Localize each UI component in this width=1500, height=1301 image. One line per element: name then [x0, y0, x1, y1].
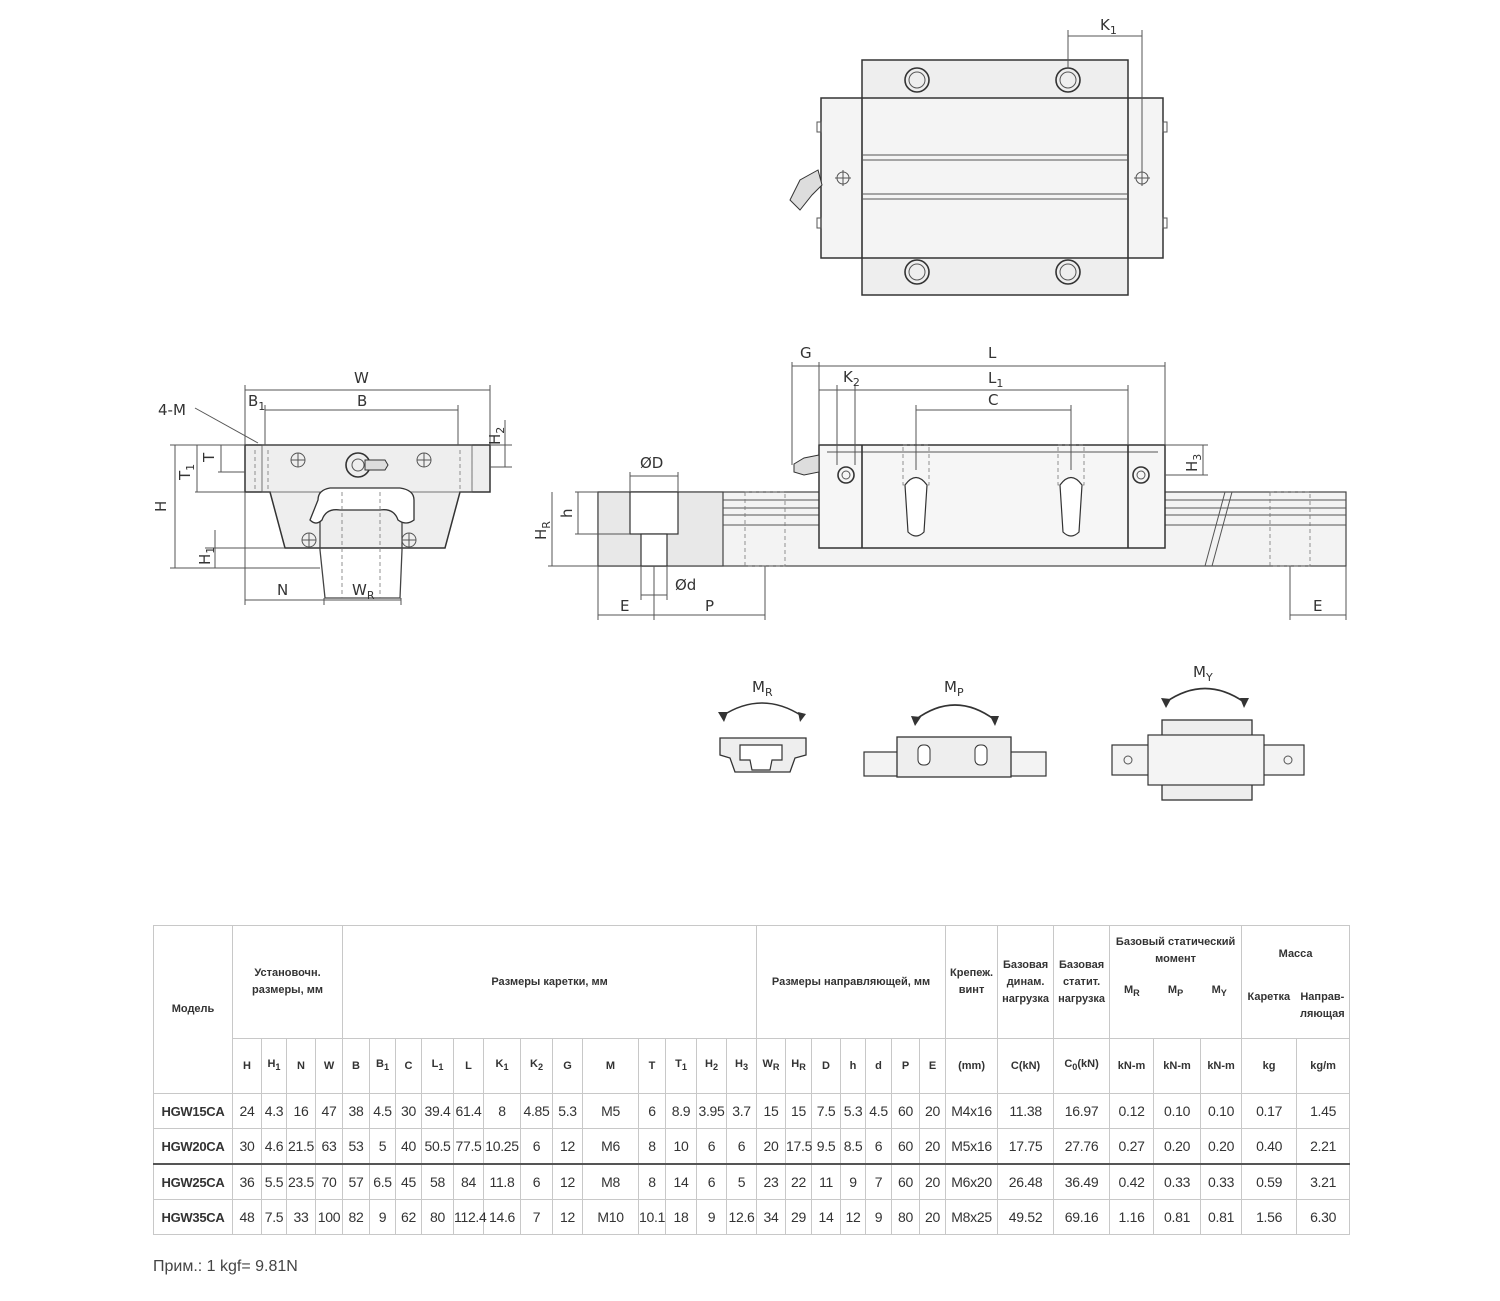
value-cell: 7 — [521, 1200, 553, 1235]
table-row — [154, 1164, 1350, 1200]
header-symbol: B — [343, 1039, 370, 1094]
model-cell: HGW25CA — [154, 1164, 233, 1200]
header-symbol: $H_2$ — [697, 1039, 727, 1094]
value-cell: 8 — [639, 1129, 666, 1165]
value-cell: 60 — [892, 1164, 920, 1200]
value-cell: 0.12 — [1110, 1094, 1154, 1129]
table-row — [154, 1094, 1350, 1129]
unit-note: Прим.: 1 kgf= 9.81N — [153, 1258, 298, 1275]
value-cell: 0.81 — [1154, 1200, 1201, 1235]
value-cell: 39.4 — [422, 1094, 454, 1129]
dim-t1-label: $T_1$ — [176, 463, 197, 480]
value-cell: 16.97 — [1054, 1094, 1110, 1129]
value-cell: 10 — [666, 1129, 697, 1165]
header-symbol: E — [920, 1039, 946, 1094]
header-symbol: $C_0(kN)$ — [1054, 1039, 1110, 1094]
value-cell: 5 — [370, 1129, 396, 1165]
value-cell: 63 — [316, 1129, 343, 1165]
value-cell: 38 — [343, 1094, 370, 1129]
value-cell: 0.17 — [1242, 1094, 1297, 1129]
value-cell: M4x16 — [946, 1094, 998, 1129]
value-cell: 33 — [287, 1200, 316, 1235]
header-mass-block: Каретка — [1247, 991, 1291, 1003]
value-cell: 16 — [287, 1094, 316, 1129]
value-cell: 20 — [920, 1164, 946, 1200]
value-cell: M10 — [583, 1200, 639, 1235]
dim-g-label: G — [800, 344, 812, 362]
header-moment-mr: $M_R$ — [1124, 984, 1140, 999]
value-cell: 30 — [396, 1094, 422, 1129]
header-symbol: W — [316, 1039, 343, 1094]
value-cell: M5 — [583, 1094, 639, 1129]
value-cell: 62 — [396, 1200, 422, 1235]
value-cell: 70 — [316, 1164, 343, 1200]
value-cell: 6 — [639, 1094, 666, 1129]
value-cell: 0.27 — [1110, 1129, 1154, 1165]
dim-wr-label: $W_R$ — [352, 581, 375, 602]
header-symbol: d — [866, 1039, 892, 1094]
value-cell: 40 — [396, 1129, 422, 1165]
value-cell: 0.33 — [1154, 1164, 1201, 1200]
value-cell: 0.20 — [1154, 1129, 1201, 1165]
value-cell: 14.6 — [484, 1200, 521, 1235]
value-cell: 6.30 — [1297, 1200, 1350, 1235]
header-symbol: T — [639, 1039, 666, 1094]
value-cell: 12 — [553, 1164, 583, 1200]
header-symbol: $T_1$ — [666, 1039, 697, 1094]
header-group-mount: Установочн. размеры, мм — [233, 926, 343, 1039]
dim-c-label: C — [988, 391, 999, 409]
value-cell: 27.76 — [1054, 1129, 1110, 1165]
value-cell: M8 — [583, 1164, 639, 1200]
value-cell: M6x20 — [946, 1164, 998, 1200]
value-cell: 2.21 — [1297, 1129, 1350, 1165]
value-cell: 10.25 — [484, 1129, 521, 1165]
header-symbol: $L_1$ — [422, 1039, 454, 1094]
value-cell: 18 — [666, 1200, 697, 1235]
header-symbol: C — [396, 1039, 422, 1094]
value-cell: 5.5 — [262, 1164, 287, 1200]
side-view-drawing — [532, 344, 1346, 620]
specification-table — [153, 925, 1350, 1235]
model-cell: HGW15CA — [154, 1094, 233, 1129]
header-group-mass — [1242, 926, 1350, 1039]
dim-4m-label: 4-M — [158, 401, 186, 419]
header-group-stat: Базовая статит. нагрузка — [1054, 926, 1110, 1039]
header-mass-title: Масса — [1278, 948, 1313, 960]
value-cell: 1.16 — [1110, 1200, 1154, 1235]
header-symbol: D — [812, 1039, 841, 1094]
value-cell: 36.49 — [1054, 1164, 1110, 1200]
value-cell: 23 — [757, 1164, 786, 1200]
header-symbol: kg — [1242, 1039, 1297, 1094]
value-cell: 53 — [343, 1129, 370, 1165]
value-cell: 50.5 — [422, 1129, 454, 1165]
dim-b-label: B — [357, 392, 368, 410]
value-cell: 20 — [920, 1129, 946, 1165]
dim-d-small-label: Ød — [675, 576, 697, 594]
value-cell: 0.33 — [1201, 1164, 1242, 1200]
value-cell: 8.9 — [666, 1094, 697, 1129]
value-cell: 58 — [422, 1164, 454, 1200]
value-cell: 8 — [639, 1164, 666, 1200]
moment-my-drawing — [1112, 663, 1304, 800]
value-cell: 69.16 — [1054, 1200, 1110, 1235]
value-cell: 80 — [892, 1200, 920, 1235]
value-cell: 30 — [233, 1129, 262, 1165]
header-symbol: h — [841, 1039, 866, 1094]
top-view-drawing — [790, 16, 1167, 295]
dim-hr-label: $H_R$ — [532, 521, 553, 540]
model-cell: HGW20CA — [154, 1129, 233, 1165]
value-cell: 61.4 — [454, 1094, 484, 1129]
value-cell: 0.40 — [1242, 1129, 1297, 1165]
value-cell: 11 — [812, 1164, 841, 1200]
header-mass-rail: Направ-ляющая — [1299, 991, 1345, 1020]
dim-h2-label: $H_2$ — [486, 426, 507, 445]
value-cell: 4.5 — [866, 1094, 892, 1129]
value-cell: 6 — [521, 1129, 553, 1165]
value-cell: 8.5 — [841, 1129, 866, 1165]
value-cell: 4.5 — [370, 1094, 396, 1129]
header-moment-mp: $M_P$ — [1167, 984, 1184, 999]
table-row — [154, 1129, 1350, 1165]
value-cell: 9 — [697, 1200, 727, 1235]
value-cell: 7 — [866, 1164, 892, 1200]
header-symbol: C(kN) — [998, 1039, 1054, 1094]
value-cell: 49.52 — [998, 1200, 1054, 1235]
header-symbol: kN-m — [1201, 1039, 1242, 1094]
moment-mp-label: $M_P$ — [944, 678, 964, 699]
value-cell: 29 — [786, 1200, 812, 1235]
dim-l1-label: $L_1$ — [988, 369, 1004, 390]
value-cell: 24 — [233, 1094, 262, 1129]
header-model: Модель — [154, 926, 233, 1094]
value-cell: 7.5 — [812, 1094, 841, 1129]
dim-h-label: H — [152, 500, 170, 512]
value-cell: 14 — [666, 1164, 697, 1200]
value-cell: 0.59 — [1242, 1164, 1297, 1200]
value-cell: 3.21 — [1297, 1164, 1350, 1200]
value-cell: 45 — [396, 1164, 422, 1200]
value-cell: 6.5 — [370, 1164, 396, 1200]
value-cell: 0.42 — [1110, 1164, 1154, 1200]
moment-my-label: $M_Y$ — [1193, 663, 1213, 684]
moment-mr-label: $M_R$ — [752, 678, 773, 699]
header-moment-my: $M_Y$ — [1211, 984, 1227, 999]
header-group-block: Размеры каретки, мм — [343, 926, 757, 1039]
value-cell: 15 — [786, 1094, 812, 1129]
value-cell: 3.95 — [697, 1094, 727, 1129]
dim-t-label: T — [200, 452, 218, 462]
header-symbol: $K_1$ — [484, 1039, 521, 1094]
value-cell: 20 — [920, 1200, 946, 1235]
value-cell: 8 — [484, 1094, 521, 1129]
header-group-dyn: Базовая динам. нагрузка — [998, 926, 1054, 1039]
dim-h1-label: $H_1$ — [196, 546, 217, 565]
value-cell: 14 — [812, 1200, 841, 1235]
value-cell: 4.85 — [521, 1094, 553, 1129]
header-symbol: kg/m — [1297, 1039, 1350, 1094]
header-moment-title: Базовый статический момент — [1115, 936, 1236, 965]
header-symbol: $H_3$ — [727, 1039, 757, 1094]
header-symbol: G — [553, 1039, 583, 1094]
dim-l-label: L — [988, 344, 997, 362]
value-cell: 84 — [454, 1164, 484, 1200]
value-cell: 9 — [370, 1200, 396, 1235]
value-cell: 1.56 — [1242, 1200, 1297, 1235]
value-cell: 4.6 — [262, 1129, 287, 1165]
value-cell: 3.7 — [727, 1094, 757, 1129]
value-cell: 0.81 — [1201, 1200, 1242, 1235]
value-cell: 12.6 — [727, 1200, 757, 1235]
value-cell: 0.20 — [1201, 1129, 1242, 1165]
dim-h3-label: $H_3$ — [1183, 453, 1204, 472]
value-cell: 48 — [233, 1200, 262, 1235]
value-cell: 5.3 — [841, 1094, 866, 1129]
header-symbol: M — [583, 1039, 639, 1094]
value-cell: 34 — [757, 1200, 786, 1235]
specification-table-body — [154, 1094, 1350, 1235]
value-cell: 36 — [233, 1164, 262, 1200]
header-symbol: kN-m — [1110, 1039, 1154, 1094]
value-cell: M5x16 — [946, 1129, 998, 1165]
header-symbol: $B_1$ — [370, 1039, 396, 1094]
dim-h-small-label: h — [558, 508, 576, 518]
value-cell: 0.10 — [1201, 1094, 1242, 1129]
value-cell: 9 — [841, 1164, 866, 1200]
dim-e-left-label: E — [620, 597, 630, 615]
moment-mp-drawing — [864, 678, 1046, 777]
value-cell: 20 — [757, 1129, 786, 1165]
value-cell: 6 — [697, 1129, 727, 1165]
value-cell: 17.5 — [786, 1129, 812, 1165]
header-group-moment — [1110, 926, 1242, 1039]
value-cell: 10.1 — [639, 1200, 666, 1235]
value-cell: 23.5 — [287, 1164, 316, 1200]
value-cell: 112.4 — [454, 1200, 484, 1235]
header-symbol: $H_1$ — [262, 1039, 287, 1094]
header-group-bolt: Крепеж. винт — [946, 926, 998, 1039]
value-cell: 15 — [757, 1094, 786, 1129]
value-cell: 12 — [841, 1200, 866, 1235]
value-cell: 82 — [343, 1200, 370, 1235]
header-symbol: $W_R$ — [757, 1039, 786, 1094]
value-cell: M6 — [583, 1129, 639, 1165]
value-cell: 21.5 — [287, 1129, 316, 1165]
dim-k1-label: $K_1$ — [1100, 16, 1117, 37]
dim-e-right-label: E — [1313, 597, 1323, 615]
header-symbol: L — [454, 1039, 484, 1094]
value-cell: 100 — [316, 1200, 343, 1235]
dim-k2-label: $K_2$ — [843, 368, 860, 389]
dim-b1-label: $B_1$ — [248, 392, 266, 413]
value-cell: 6 — [727, 1129, 757, 1165]
model-cell: HGW35CA — [154, 1200, 233, 1235]
value-cell: 9.5 — [812, 1129, 841, 1165]
value-cell: 7.5 — [262, 1200, 287, 1235]
header-symbol: H — [233, 1039, 262, 1094]
value-cell: 80 — [422, 1200, 454, 1235]
dim-n-label: N — [277, 581, 289, 599]
value-cell: 0.10 — [1154, 1094, 1201, 1129]
value-cell: 11.8 — [484, 1164, 521, 1200]
value-cell: 60 — [892, 1094, 920, 1129]
value-cell: 12 — [553, 1129, 583, 1165]
front-view-drawing — [152, 369, 512, 605]
value-cell: 5.3 — [553, 1094, 583, 1129]
value-cell: 57 — [343, 1164, 370, 1200]
value-cell: 6 — [521, 1164, 553, 1200]
value-cell: 22 — [786, 1164, 812, 1200]
header-group-rail: Размеры направляющей, мм — [757, 926, 946, 1039]
value-cell: 11.38 — [998, 1094, 1054, 1129]
value-cell: 17.75 — [998, 1129, 1054, 1165]
value-cell: 5 — [727, 1164, 757, 1200]
header-symbol: kN-m — [1154, 1039, 1201, 1094]
dim-d-label: ØD — [640, 454, 664, 472]
dim-w-label: W — [354, 369, 369, 387]
value-cell: 77.5 — [454, 1129, 484, 1165]
value-cell: 6 — [866, 1129, 892, 1165]
value-cell: 4.3 — [262, 1094, 287, 1129]
header-symbol: $K_2$ — [521, 1039, 553, 1094]
value-cell: M8x25 — [946, 1200, 998, 1235]
moment-mr-drawing — [718, 678, 806, 772]
value-cell: 60 — [892, 1129, 920, 1165]
value-cell: 20 — [920, 1094, 946, 1129]
value-cell: 47 — [316, 1094, 343, 1129]
table-row — [154, 1200, 1350, 1235]
value-cell: 26.48 — [998, 1164, 1054, 1200]
header-symbol: P — [892, 1039, 920, 1094]
header-symbol: $H_R$ — [786, 1039, 812, 1094]
header-symbol: (mm) — [946, 1039, 998, 1094]
value-cell: 6 — [697, 1164, 727, 1200]
value-cell: 1.45 — [1297, 1094, 1350, 1129]
dim-p-label: P — [705, 597, 715, 615]
header-symbol: N — [287, 1039, 316, 1094]
header-symbol-row — [154, 1039, 1350, 1094]
value-cell: 9 — [866, 1200, 892, 1235]
value-cell: 12 — [553, 1200, 583, 1235]
